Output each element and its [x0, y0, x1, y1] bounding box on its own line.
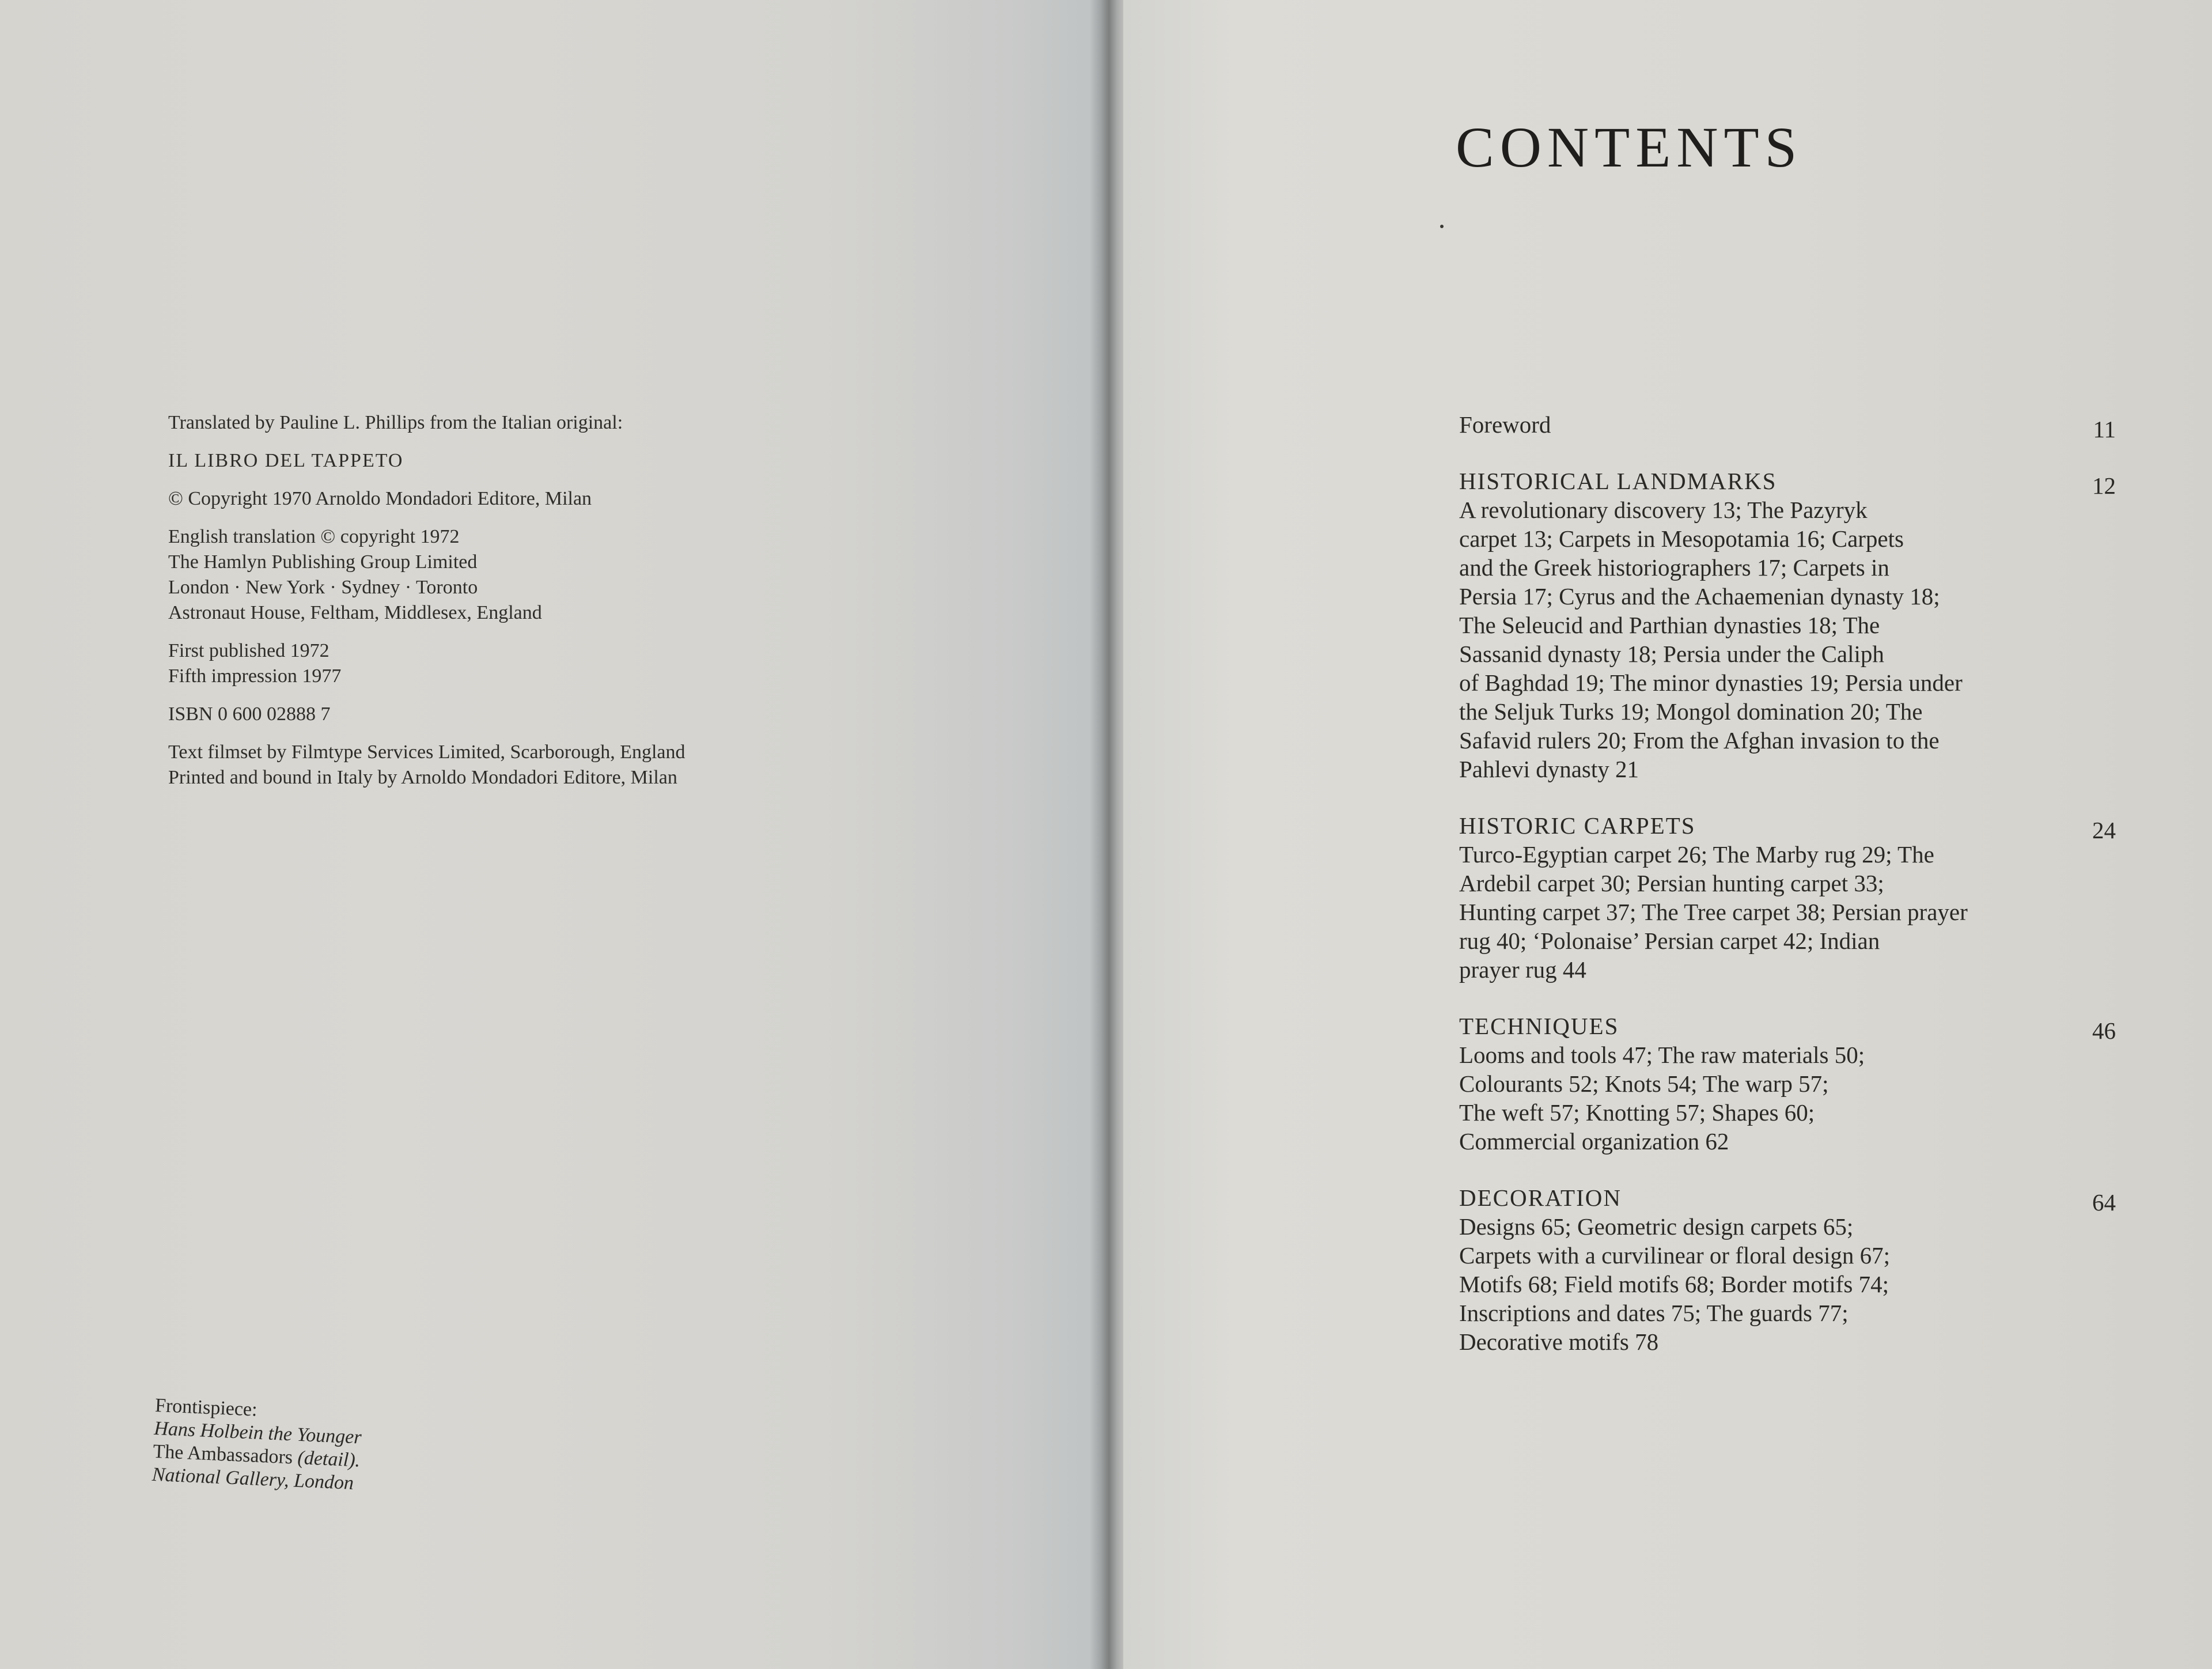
toc-description-line: Colourants 52; Knots 54; The warp 57;	[1459, 1070, 1829, 1097]
imprint-paragraph	[168, 638, 813, 689]
toc-heading: Foreword	[1459, 411, 1551, 438]
toc-entry	[1459, 1183, 2116, 1356]
imprint-line: Printed and bound in Italy by Arnoldo Mondadori Editore, Milan	[168, 767, 677, 788]
toc-description	[1459, 1040, 2081, 1156]
toc-page-number: 46	[2092, 1017, 2116, 1044]
toc-entry	[1459, 811, 2116, 984]
toc-description	[1459, 840, 2081, 984]
left-page	[0, 0, 1097, 1669]
imprint-paragraph	[168, 486, 813, 512]
toc-description-line: Designs 65; Geometric design carpets 65;	[1459, 1213, 1854, 1240]
imprint-line: Astronaut House, Feltham, Middlesex, England	[168, 602, 542, 623]
toc-description-line: Commercial organization 62	[1459, 1128, 1729, 1155]
toc-page-number: 64	[2092, 1189, 2116, 1216]
imprint-line: English translation © copyright 1972	[168, 526, 460, 547]
contents-title: CONTENTS	[1456, 115, 1803, 179]
toc-page-number: 11	[2093, 416, 2116, 442]
toc-description-line: Ardebil carpet 30; Persian hunting carpet 33;	[1459, 870, 1884, 896]
frontispiece-work-note: (detail).	[297, 1447, 361, 1471]
toc-description-line: of Baghdad 19; The minor dynasties 19; Persia under	[1459, 669, 1963, 696]
table-of-contents	[1459, 410, 2116, 1384]
imprint-line: Text filmset by Filmtype Services Limited, Scarborough, England	[168, 741, 685, 763]
frontispiece-artist: Hans Holbein the Younger	[153, 1417, 362, 1448]
toc-description-line: Sassanid dynasty 18; Persia under the Caliph	[1459, 641, 1884, 667]
toc-heading: TECHNIQUES	[1459, 1013, 1619, 1039]
toc-page-number: 24	[2092, 817, 2116, 843]
imprint-line: IL LIBRO DEL TAPPETO	[168, 450, 404, 471]
toc-description	[1459, 495, 2081, 784]
toc-description-line: Hunting carpet 37; The Tree carpet 38; Persian prayer	[1459, 899, 1968, 925]
toc-heading: HISTORIC CARPETS	[1459, 812, 1696, 839]
imprint-line: © Copyright 1970 Arnoldo Mondadori Editore, Milan	[168, 488, 592, 509]
toc-description-line: carpet 13; Carpets in Mesopotamia 16; Carpets	[1459, 525, 1904, 552]
toc-description-line: Persia 17; Cyrus and the Achaemenian dynasty 18;	[1459, 583, 1940, 610]
toc-description-line: the Seljuk Turks 19; Mongol domination 20; The	[1459, 698, 1923, 725]
frontispiece-location: National Gallery, London	[151, 1463, 354, 1494]
toc-description	[1459, 1212, 2081, 1356]
imprint-line: London · New York · Sydney · Toronto	[168, 577, 478, 598]
toc-heading: DECORATION	[1459, 1184, 1622, 1211]
imprint-line: The Hamlyn Publishing Group Limited	[168, 551, 478, 573]
imprint-line: ISBN 0 600 02888 7	[168, 703, 331, 725]
imprint-paragraph	[168, 524, 813, 626]
frontispiece-caption	[151, 1394, 454, 1500]
imprint-paragraph	[168, 410, 813, 436]
frontispiece-label: Frontispiece:	[154, 1394, 258, 1421]
page-speck	[1440, 225, 1444, 228]
imprint-paragraph	[168, 448, 813, 474]
toc-description-line: A revolutionary discovery 13; The Pazyryk	[1459, 497, 1868, 523]
toc-entry	[1459, 467, 2116, 784]
toc-heading: HISTORICAL LANDMARKS	[1459, 468, 1777, 494]
toc-description-line: Motifs 68; Field motifs 68; Border motifs 74;	[1459, 1271, 1889, 1297]
toc-description-line: rug 40; ‘Polonaise’ Persian carpet 42; Indian	[1459, 928, 1880, 954]
toc-description-line: Turco-Egyptian carpet 26; The Marby rug 29; The	[1459, 841, 1934, 868]
frontispiece-work-title: The Ambassadors	[152, 1440, 293, 1469]
toc-description-line: Safavid rulers 20; From the Afghan invasion to the	[1459, 727, 1940, 754]
toc-description-line: Pahlevi dynasty 21	[1459, 756, 1639, 782]
imprint-line: Fifth impression 1977	[168, 665, 342, 687]
imprint-paragraph	[168, 702, 813, 727]
toc-description-line: Decorative motifs 78	[1459, 1329, 1659, 1355]
imprint-block	[168, 410, 813, 803]
toc-description-line: prayer rug 44	[1459, 956, 1586, 983]
toc-description-line: Carpets with a curvilinear or floral design 67;	[1459, 1242, 1891, 1269]
toc-entry	[1459, 410, 2116, 442]
toc-description-line: The Seleucid and Parthian dynasties 18; The	[1459, 612, 1880, 638]
toc-description-line: Inscriptions and dates 75; The guards 77;	[1459, 1300, 1849, 1326]
toc-description-line: Looms and tools 47; The raw materials 50;	[1459, 1042, 1865, 1068]
imprint-paragraph	[168, 740, 813, 790]
toc-entry	[1459, 1012, 2116, 1156]
imprint-line: Translated by Pauline L. Phillips from the Italian original:	[168, 412, 623, 433]
imprint-line: First published 1972	[168, 640, 329, 661]
toc-description-line: The weft 57; Knotting 57; Shapes 60;	[1459, 1099, 1815, 1126]
toc-page-number: 12	[2092, 472, 2116, 499]
toc-description-line: and the Greek historiographers 17; Carpets in	[1459, 554, 1889, 581]
